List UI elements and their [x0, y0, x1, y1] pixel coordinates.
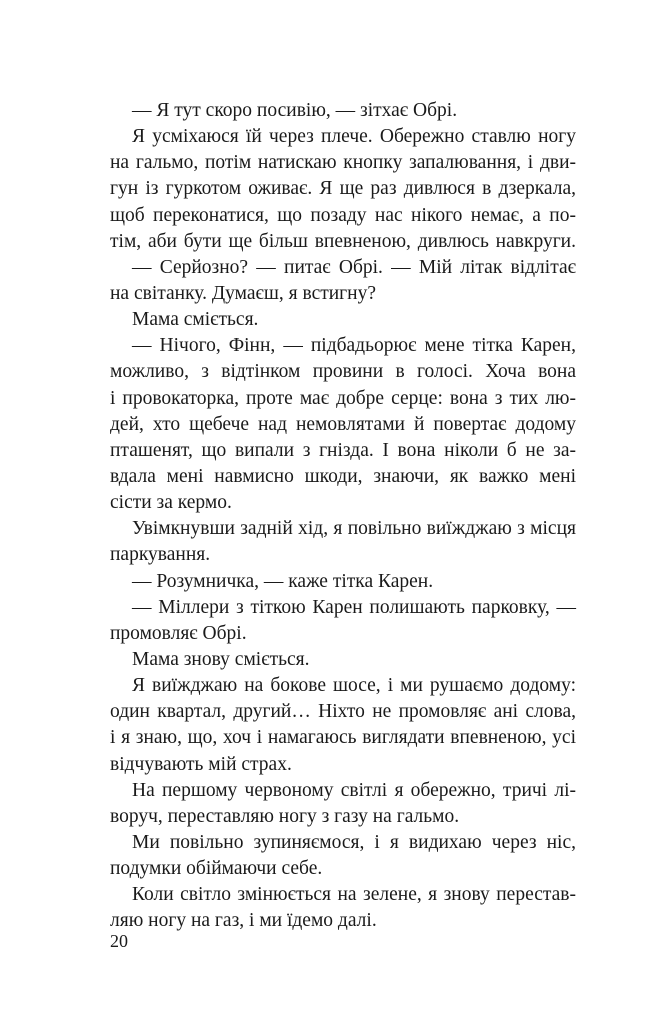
text-line: Мама сміється.: [132, 309, 259, 331]
text-line: і я знаю, що, хоч і намагаюсь виглядати впевненою, усі: [110, 727, 576, 749]
text-line: відчувають мій страх.: [110, 753, 292, 775]
text-line: можливо, з відтінком провини в голосі. Хоча вона: [110, 361, 576, 383]
text-line: подумки обіймаючи себе.: [110, 858, 323, 880]
text-line: паркування.: [110, 544, 211, 566]
text-line: тім, аби бути ще більш впевненою, дивлюсь навкруги.: [110, 230, 576, 252]
text-line: один квартал, другий… Ніхто не промовляє ані слова,: [110, 701, 576, 723]
text-line: дей, хто щебече над немовлятами й повертає додому: [110, 413, 576, 435]
text-line: пташенят, що випали з гнізда. І вона ніколи б не за-: [110, 439, 576, 461]
text-line: ляю ногу на газ, і ми їдемо далі.: [110, 910, 377, 932]
text-line: — Розумничка, — каже тітка Карен.: [132, 570, 434, 592]
text-line: На першому червоному світлі я обережно, тричі лі-: [132, 779, 576, 801]
text-line: Ми повільно зупиняємося, і я видихаю через ніс,: [132, 831, 576, 853]
text-line: і провокаторка, проте має добре серце: вона з тих лю-: [110, 387, 576, 409]
text-line: — Серйозно? — питає Обрі. — Мій літак відлітає: [132, 256, 576, 278]
text-line: — Я тут скоро посивію, — зітхає Обрі.: [132, 100, 458, 121]
text-line: вдала мені навмисно шкоди, знаючи, як важко мені: [110, 465, 576, 487]
text-line: — Нічого, Фінн, — підбадьорює мене тітка Карен,: [132, 335, 576, 357]
text-line: промовляє Обрі.: [110, 622, 247, 644]
text-line: — Міллери з тіткою Карен полишають парковку, —: [132, 596, 576, 618]
text-line: на гальмо, потім натискаю кнопку запалювання, і дви-: [110, 152, 576, 174]
text-line: Увімкнувши задній хід, я повільно виїжджаю з місця: [132, 518, 576, 540]
text-line: Мама знову сміється.: [132, 648, 310, 670]
text-line: щоб переконатися, що позаду нас нікого немає, а по-: [110, 204, 576, 226]
text-line: Я усміхаюся їй через плече. Обережно ставлю ногу: [132, 126, 576, 148]
text-line: Я виїжджаю на бокове шосе, і ми рушаємо додому:: [132, 675, 576, 697]
body-text: [110, 98, 576, 935]
text-line: на світанку. Думаєш, я встигну?: [110, 282, 377, 304]
text-line: сісти за кермо.: [110, 492, 232, 514]
text-line: гун із гуркотом оживає. Я ще раз дивлюся в дзеркала,: [110, 178, 576, 200]
text-line: Коли світло змінюється на зелене, я знову перестав-: [132, 884, 576, 906]
text-line: воруч, переставляю ногу з газу на гальмо.: [110, 805, 460, 827]
page-number: 20: [110, 931, 128, 951]
